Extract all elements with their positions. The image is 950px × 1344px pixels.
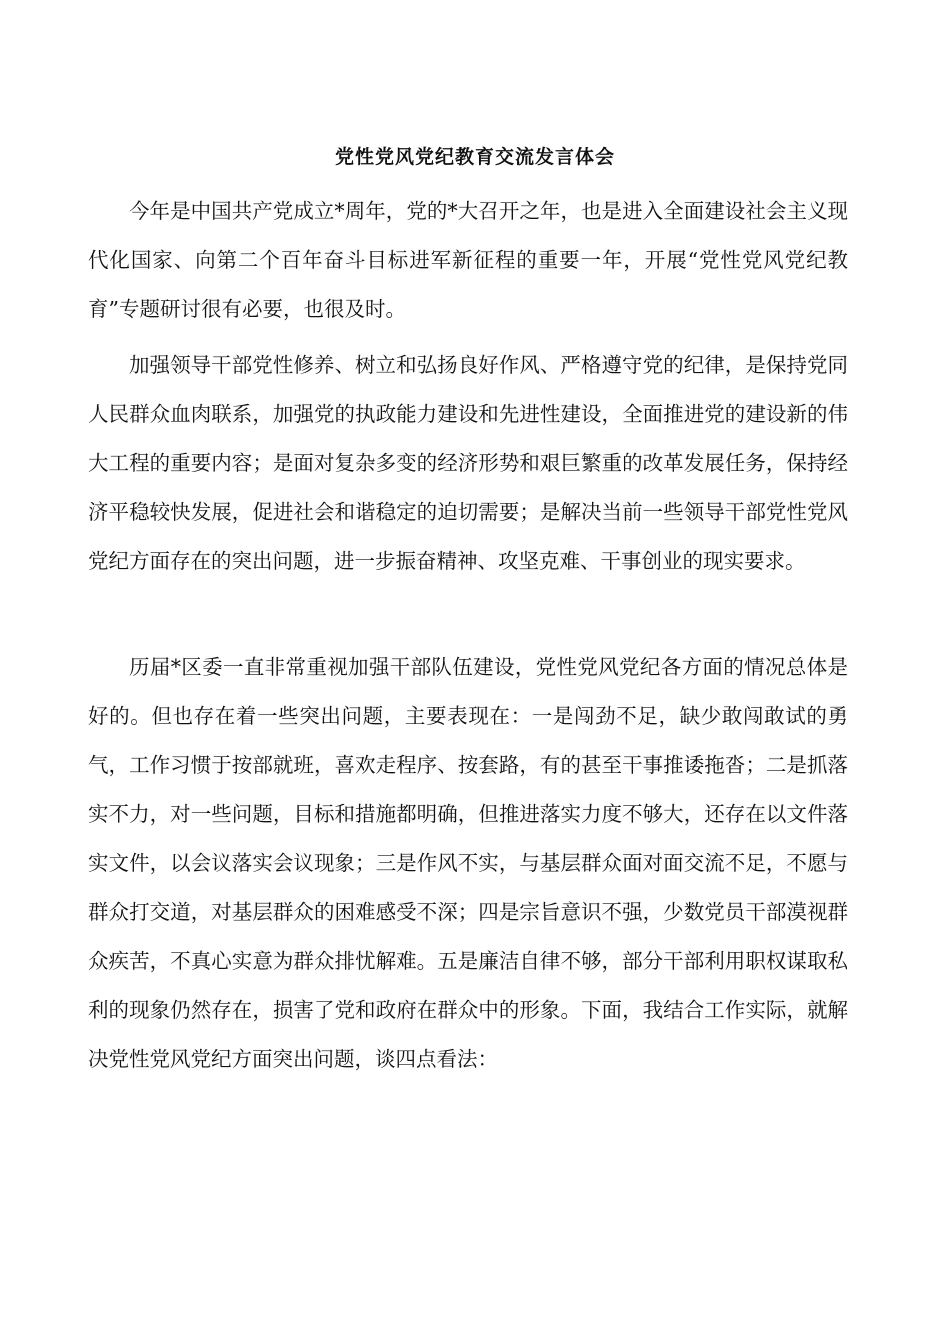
document-title: 党性党风党纪教育交流发言体会	[334, 146, 615, 168]
body-paragraph-3: 历届*区委一直非常重视加强干部队伍建设，党性党风党纪各方面的情况总体是好的。但也存在着一些突出问题，主要表现在：一是闯劲不足，缺少敢闯敢试的勇气，工作习惯于按部就班，喜欢走程序、按套路，有的甚至干事推诿拖沓；二是抓落实不力，对一些问题，目标和措施都明确，但推进落实力度不够大，还存在以文件落实文件，以会议落实会议现象；三是作风不实，与基层群众面对面交流不足，不愿与群众打交道，对基层群众的困难感受不深；四是宗旨意识不强，少数党员干部漠视群众疾苦，不真心实意为群众排忧解难。五是廉洁自律不够，部分干部利用职权谋取私利的现象仍然存在，损害了党和政府在群众中的形象。下面，我结合工作实际，就解决党性党风党纪方面突出问题，谈四点看法：	[88, 655, 848, 1071]
body-paragraph-1: 今年是中国共产党成立*周年，党的*大召开之年，也是进入全面建设社会主义现代化国家、向第二个百年奋斗目标进军新征程的重要一年，开展“党性党风党纪教育”专题研讨很有必要，也很及时。	[88, 199, 848, 321]
body-paragraph-2: 加强领导干部党性修养、树立和弘扬良好作风、严格遵守党的纪律，是保持党同人民群众血肉联系，加强党的执政能力建设和先进性建设，全面推进党的建设新的伟大工程的重要内容；是面对复杂多变的经济形势和艰巨繁重的改革发展任务，保持经济平稳较快发展，促进社会和谐稳定的迫切需要；是解决当前一些领导干部党性党风党纪方面存在的突出问题，进一步振奋精神、攻坚克难、干事创业的现实要求。	[88, 353, 848, 573]
